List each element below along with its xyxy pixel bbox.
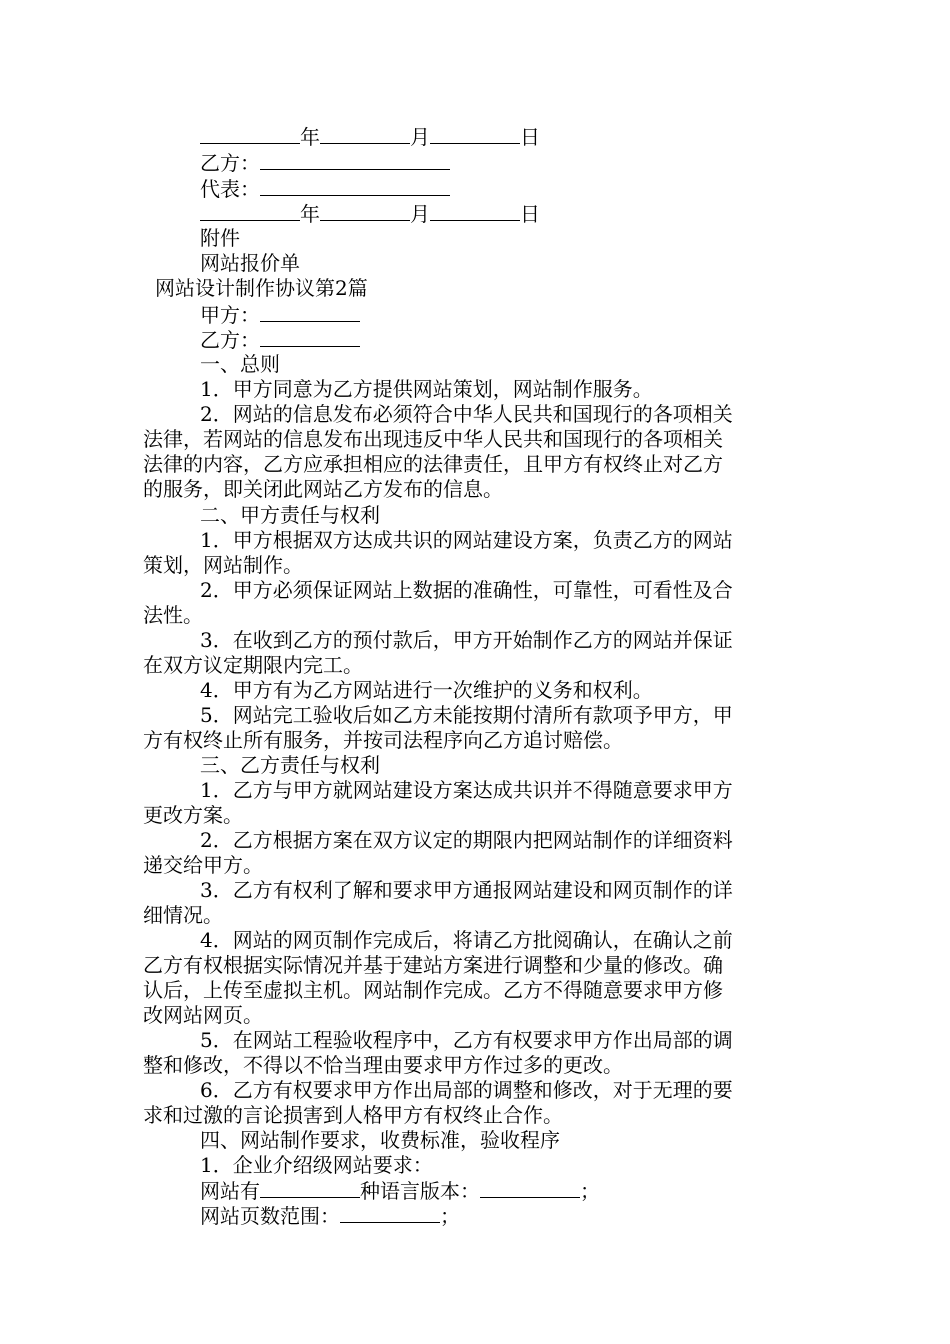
page-range-line	[200, 1203, 460, 1229]
paragraph-line: 2．乙方根据方案在双方议定的期限内把网站制作的详细资料	[200, 828, 733, 852]
paragraph-line: 乙方有权根据实际情况并基于建站方案进行调整和少量的修改。确	[143, 953, 723, 977]
paragraph-line: 方有权终止所有服务，并按司法程序向乙方追讨赔偿。	[143, 728, 623, 752]
month-blank	[320, 124, 410, 144]
party-b-sign-label: 乙方：	[200, 151, 260, 175]
paragraph-line: 1．乙方与甲方就网站建设方案达成共识并不得随意要求甲方	[200, 778, 733, 802]
section-heading: 二、甲方责任与权利	[200, 503, 380, 527]
party-a-label: 甲方：	[200, 303, 260, 327]
paragraph-line: 1．企业介绍级网站要求：	[200, 1153, 433, 1177]
paragraph-line: 更改方案。	[143, 803, 243, 827]
paragraph-line: 5．网站完工验收后如乙方未能按期付清所有款项予甲方，甲	[200, 703, 733, 727]
language-count-label: 网站有	[200, 1179, 260, 1203]
year-blank	[200, 201, 300, 221]
date-line-1	[200, 124, 540, 150]
paragraph-line: 改网站网页。	[143, 1003, 263, 1027]
language-count-blank	[260, 1178, 360, 1198]
representative-blank	[260, 176, 450, 196]
paragraph-line: 整和修改，不得以不恰当理由要求甲方作过多的更改。	[143, 1053, 623, 1077]
paragraph-line: 法律，若网站的信息发布出现违反中华人民共和国现行的各项相关	[143, 427, 723, 451]
day-blank	[430, 124, 520, 144]
language-version-blank	[480, 1178, 580, 1198]
party-a-blank	[260, 302, 360, 322]
party-b-label: 乙方：	[200, 328, 260, 352]
punctuation: ；	[580, 1179, 600, 1203]
party-b-line	[200, 327, 360, 353]
paragraph-line: 递交给甲方。	[143, 853, 263, 877]
paragraph-line: 2．网站的信息发布必须符合中华人民共和国现行的各项相关	[200, 402, 733, 426]
party-b-sign-line	[200, 150, 450, 176]
paragraph-line: 求和过激的言论损害到人格甲方有权终止合作。	[143, 1103, 563, 1127]
paragraph-line: 细情况。	[143, 903, 223, 927]
party-a-line	[200, 302, 360, 328]
representative-line	[200, 176, 450, 202]
party-b-blank	[260, 327, 360, 347]
paragraph-line: 3．乙方有权利了解和要求甲方通报网站建设和网页制作的详	[200, 878, 733, 902]
section-heading: 三、乙方责任与权利	[200, 753, 380, 777]
section-heading: 一、总则	[200, 352, 280, 376]
paragraph-line: 策划，网站制作。	[143, 553, 303, 577]
month-blank	[320, 201, 410, 221]
paragraph-line: 4．网站的网页制作完成后，将请乙方批阅确认，在确认之前	[200, 928, 733, 952]
paragraph-line: 法性。	[143, 603, 203, 627]
day-label: 日	[520, 202, 540, 226]
day-label: 日	[520, 125, 540, 149]
paragraph-line: 法律的内容，乙方应承担相应的法律责任，且甲方有权终止对乙方	[143, 452, 723, 476]
month-label: 月	[410, 202, 430, 226]
page-range-blank	[340, 1203, 440, 1223]
year-label: 年	[300, 125, 320, 149]
paragraph-line: 在双方议定期限内完工。	[143, 653, 363, 677]
month-label: 月	[410, 125, 430, 149]
paragraph-line: 6．乙方有权要求甲方作出局部的调整和修改，对于无理的要	[200, 1078, 733, 1102]
section-heading: 四、网站制作要求，收费标准，验收程序	[200, 1128, 560, 1152]
year-blank	[200, 124, 300, 144]
agreement-title: 网站设计制作协议第2篇	[155, 276, 368, 300]
paragraph-line: 认后，上传至虚拟主机。网站制作完成。乙方不得随意要求甲方修	[143, 978, 723, 1002]
page-range-label: 网站页数范围：	[200, 1204, 340, 1228]
paragraph-line: 3．在收到乙方的预付款后，甲方开始制作乙方的网站并保证	[200, 628, 733, 652]
paragraph-line: 5．在网站工程验收程序中，乙方有权要求甲方作出局部的调	[200, 1028, 733, 1052]
day-blank	[430, 201, 520, 221]
representative-label: 代表：	[200, 177, 260, 201]
date-line-2	[200, 201, 540, 227]
paragraph-line: 4．甲方有为乙方网站进行一次维护的义务和权利。	[200, 678, 653, 702]
paragraph-line: 的服务，即关闭此网站乙方发布的信息。	[143, 477, 503, 501]
year-label: 年	[300, 202, 320, 226]
paragraph-line: 1．甲方同意为乙方提供网站策划，网站制作服务。	[200, 377, 653, 401]
language-version-line	[200, 1178, 600, 1204]
language-version-label: 种语言版本：	[360, 1179, 480, 1203]
punctuation: ；	[440, 1204, 460, 1228]
attachment-label: 附件	[200, 226, 240, 250]
paragraph-line: 1．甲方根据双方达成共识的网站建设方案，负责乙方的网站	[200, 528, 733, 552]
paragraph-line: 2．甲方必须保证网站上数据的准确性，可靠性，可看性及合	[200, 578, 733, 602]
attachment-title: 网站报价单	[200, 251, 300, 275]
party-b-sign-blank	[260, 150, 450, 170]
